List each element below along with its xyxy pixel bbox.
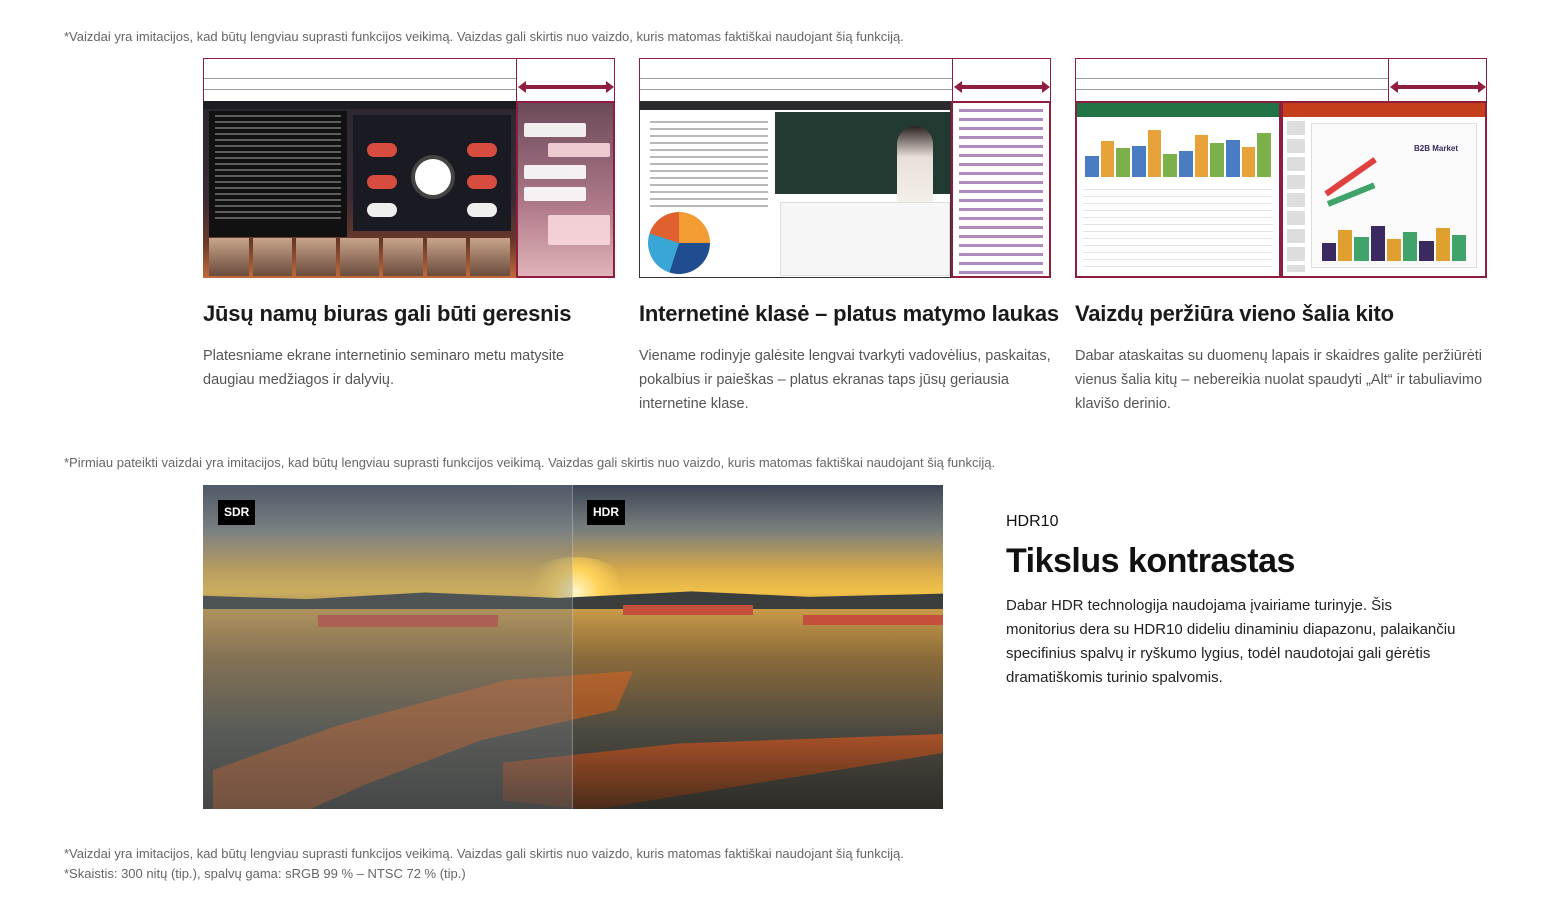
base-width-indicator [204, 78, 516, 90]
feature-title: Vaizdų peržiūra vieno šalia kito [1075, 301, 1394, 326]
document-pane [209, 111, 347, 237]
disclaimer-bottom: *Vaizdai yra imitacijos, kad būtų lengviau suprasti funkcijos veikimą. Vaizdas gali skirtis nuo vaizdo, kuris matomas faktiškai naudojant šią funkciją. [64, 846, 904, 861]
sdr-label: SDR [218, 500, 255, 525]
sdr-half-overlay [203, 485, 573, 809]
hdr-title: Tikslus kontrastas [1006, 542, 1295, 580]
feature-description: Dabar ataskaitas su duomenų lapais ir skaidres galite peržiūrėti vienus šalia kitų – nebereikia nuolat spaudyti „Alt“ ir tabuliavimo klavišo derinio. [1075, 348, 1483, 412]
presentation-pane [353, 115, 511, 231]
hdr-description: Dabar HDR technologija naudojama įvairiame turinyje. Šis monitorius dera su HDR10 dideliu dinaminiu diapazonu, palaikančiu specifinius spalvų ir ryškumo lygius, todėl naudotojai gali gėrėtis dramatiškomis turinio spalvomis. [1006, 597, 1456, 686]
width-bracket [1075, 58, 1487, 101]
extra-width-arrow [1396, 85, 1480, 89]
feature-description: Platesniame ekrane internetinio seminaro metu matysite daugiau medžiagos ir dalyvių. [203, 348, 565, 388]
slide-canvas [1311, 123, 1477, 268]
brightness-footnote: *Skaistis: 300 nitų (tip.), spalvų gama: sRGB 99 % – NTSC 72 % (tip.) [64, 866, 466, 881]
spreadsheet-window [1075, 101, 1281, 278]
sdr-hdr-comparison-image [203, 485, 943, 809]
home-office-screenshot [203, 101, 615, 278]
feature-description: Viename rodinyje galėsite lengvai tvarkyti vadovėlius, paskaitas, pokalbius ir paieškas – platus ekranas taps jūsų geriausia internetine klase. [639, 348, 1051, 412]
feature-card-side-by-side [1075, 58, 1487, 416]
base-width-indicator [1076, 78, 1388, 90]
lecture-video [775, 112, 951, 194]
width-split-line [952, 59, 953, 101]
textbook-pane [644, 116, 774, 202]
seminar-main-area [203, 101, 516, 278]
base-width-indicator [640, 78, 952, 90]
online-class-screenshot [639, 101, 1051, 278]
participant-thumbnails [209, 238, 510, 276]
hdr-feature-text [1006, 510, 1456, 690]
slide-title: B2B Market [1413, 144, 1458, 153]
extra-width-arrow [960, 85, 1044, 89]
slides-window [1281, 101, 1487, 278]
width-split-line [516, 59, 517, 101]
hdr-eyebrow: HDR10 [1006, 513, 1059, 530]
extra-width-arrow [524, 85, 608, 89]
feature-title: Internetinė klasė – platus matymo laukas [639, 301, 1059, 326]
spreadsheet-grid [1083, 183, 1273, 270]
feature-title: Jūsų namų biuras gali būti geresnis [203, 301, 572, 326]
feature-card-online-class [639, 58, 1059, 416]
disclaimer-middle: *Pirmiau pateikti vaizdai yra imitacijos, kad būtų lengviau suprasti funkcijos veikimą. Vaizdas gali skirtis nuo vaizdo, kuris matomas faktiškai naudojant šią funkciją. [64, 455, 996, 470]
side-by-side-screenshot [1075, 101, 1487, 278]
comparison-divider [572, 485, 573, 809]
width-split-line [1388, 59, 1389, 101]
width-bracket [639, 58, 1051, 101]
feature-card-home-office [203, 58, 615, 392]
pie-chart-figure [648, 212, 710, 274]
slide-chart [780, 202, 950, 276]
hdr-label: HDR [587, 500, 625, 525]
search-side-panel [951, 101, 1051, 278]
chat-side-panel [516, 101, 615, 278]
class-main-area [639, 101, 951, 278]
disclaimer-top: *Vaizdai yra imitacijos, kad būtų lengviau suprasti funkcijos veikimą. Vaizdas gali skirtis nuo vaizdo, kuris matomas faktiškai naudojant šią funkciją. [64, 29, 904, 44]
width-bracket [203, 58, 615, 101]
